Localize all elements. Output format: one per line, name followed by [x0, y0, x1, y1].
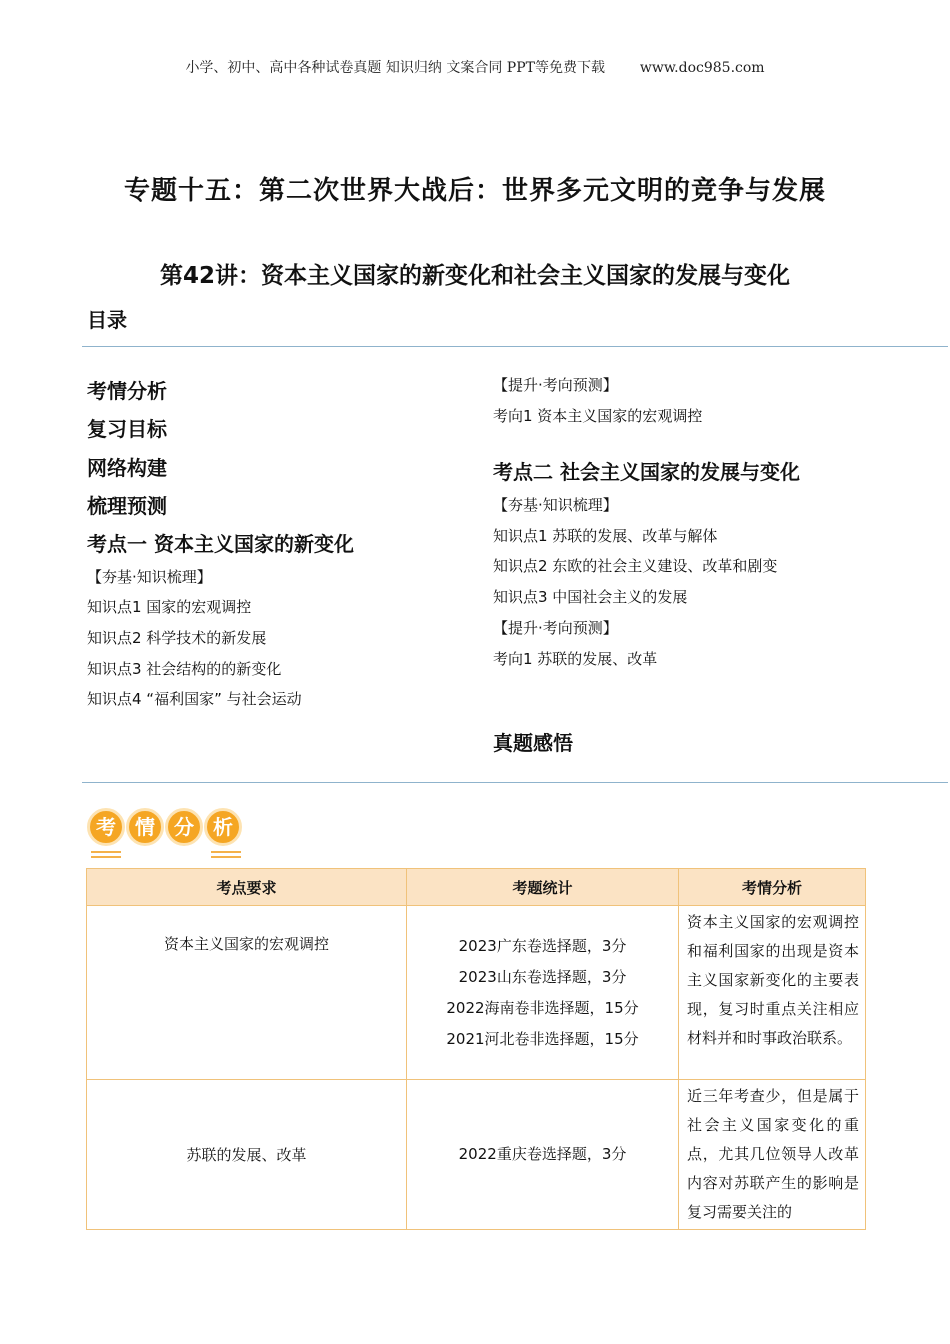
badge-char: 析 — [204, 808, 242, 846]
table-row — [87, 906, 866, 1080]
toc-link-network[interactable]: 网络构建 — [87, 456, 167, 480]
toc-point1-direction[interactable]: 考向1 资本主义国家的宏观调控 — [493, 407, 703, 425]
toc-point1-item[interactable]: 知识点2 科学技术的新发展 — [87, 629, 267, 647]
toc-point2-subheading-2: 【提升·考向预测】 — [493, 619, 618, 637]
badge-char: 分 — [165, 808, 203, 846]
toc-link-goals[interactable]: 复习目标 — [87, 417, 167, 441]
toc-heading: 目录 — [87, 308, 127, 332]
column-header: 考情分析 — [679, 869, 866, 906]
column-header: 考点要求 — [87, 869, 407, 906]
toc-point1-subheading-2: 【提升·考向预测】 — [493, 376, 618, 394]
header-url[interactable]: www.doc985.com — [639, 60, 765, 76]
stat-line: 2022重庆卷选择题，3分 — [458, 1145, 627, 1163]
toc-link-point1[interactable]: 考点一 资本主义国家的新变化 — [87, 532, 354, 556]
page-header — [0, 57, 950, 77]
section-badge — [87, 806, 247, 860]
header-site-text: 小学、初中、高中各种试卷真题 知识归纳 文案合同 PPT等免费下载 — [185, 60, 605, 76]
badge-char: 考 — [87, 808, 125, 846]
toc-point1-item[interactable]: 知识点4 “福利国家” 与社会运动 — [87, 690, 302, 708]
toc-point1-item[interactable]: 知识点1 国家的宏观调控 — [87, 598, 252, 616]
divider-top — [82, 346, 948, 347]
toc-point1-subheading: 【夯基·知识梳理】 — [87, 568, 212, 586]
requirement-cell: 苏联的发展、改革 — [87, 1080, 407, 1230]
stats-cell — [407, 906, 679, 1080]
stat-line: 2021河北卷非选择题，15分 — [446, 1029, 639, 1048]
stat-line: 2022海南卷非选择题，15分 — [446, 998, 639, 1017]
analysis-cell: 近三年考查少，但是属于社会主义国家变化的重点，尤其几位领导人改革内容对苏联产生的影响是复习需要关注的 — [679, 1080, 866, 1230]
exam-analysis-table — [86, 868, 866, 1230]
toc-point2-item[interactable]: 知识点1 苏联的发展、改革与解体 — [493, 527, 718, 545]
table-header-row — [87, 869, 866, 906]
stat-line: 2023山东卷选择题，3分 — [458, 967, 627, 986]
page-title: 专题十五：第二次世界大战后：世界多元文明的竞争与发展 — [123, 176, 826, 206]
badge-stripe — [91, 856, 121, 858]
toc-point2-subheading: 【夯基·知识梳理】 — [493, 496, 618, 514]
divider-bottom — [82, 782, 948, 783]
toc-point2-item[interactable]: 知识点3 中国社会主义的发展 — [493, 588, 688, 606]
lecture-title: 第42讲：资本主义国家的新变化和社会主义国家的发展与变化 — [159, 263, 790, 289]
badge-char: 情 — [126, 808, 164, 846]
toc-link-real-questions[interactable]: 真题感悟 — [493, 731, 573, 755]
column-header: 考题统计 — [407, 869, 679, 906]
badge-stripe — [211, 856, 241, 858]
analysis-cell: 资本主义国家的宏观调控和福利国家的出现是资本主义国家新变化的主要表现，复习时重点关注相应材料并和时事政治联系。 — [679, 906, 866, 1080]
toc-point2-direction[interactable]: 考向1 苏联的发展、改革 — [493, 650, 658, 668]
requirement-cell: 资本主义国家的宏观调控 — [87, 906, 407, 1080]
toc-link-point2[interactable]: 考点二 社会主义国家的发展与变化 — [493, 460, 800, 484]
toc-point1-item[interactable]: 知识点3 社会结构的的新变化 — [87, 660, 282, 678]
stat-line: 2023广东卷选择题，3分 — [458, 936, 627, 955]
table-row — [87, 1080, 866, 1230]
toc-point2-item[interactable]: 知识点2 东欧的社会主义建设、改革和剧变 — [493, 557, 778, 575]
badge-stripe — [211, 851, 241, 853]
toc-link-review[interactable]: 梳理预测 — [87, 494, 167, 518]
toc-link-analysis[interactable]: 考情分析 — [87, 379, 167, 403]
badge-stripe — [91, 851, 121, 853]
stats-cell — [407, 1080, 679, 1230]
